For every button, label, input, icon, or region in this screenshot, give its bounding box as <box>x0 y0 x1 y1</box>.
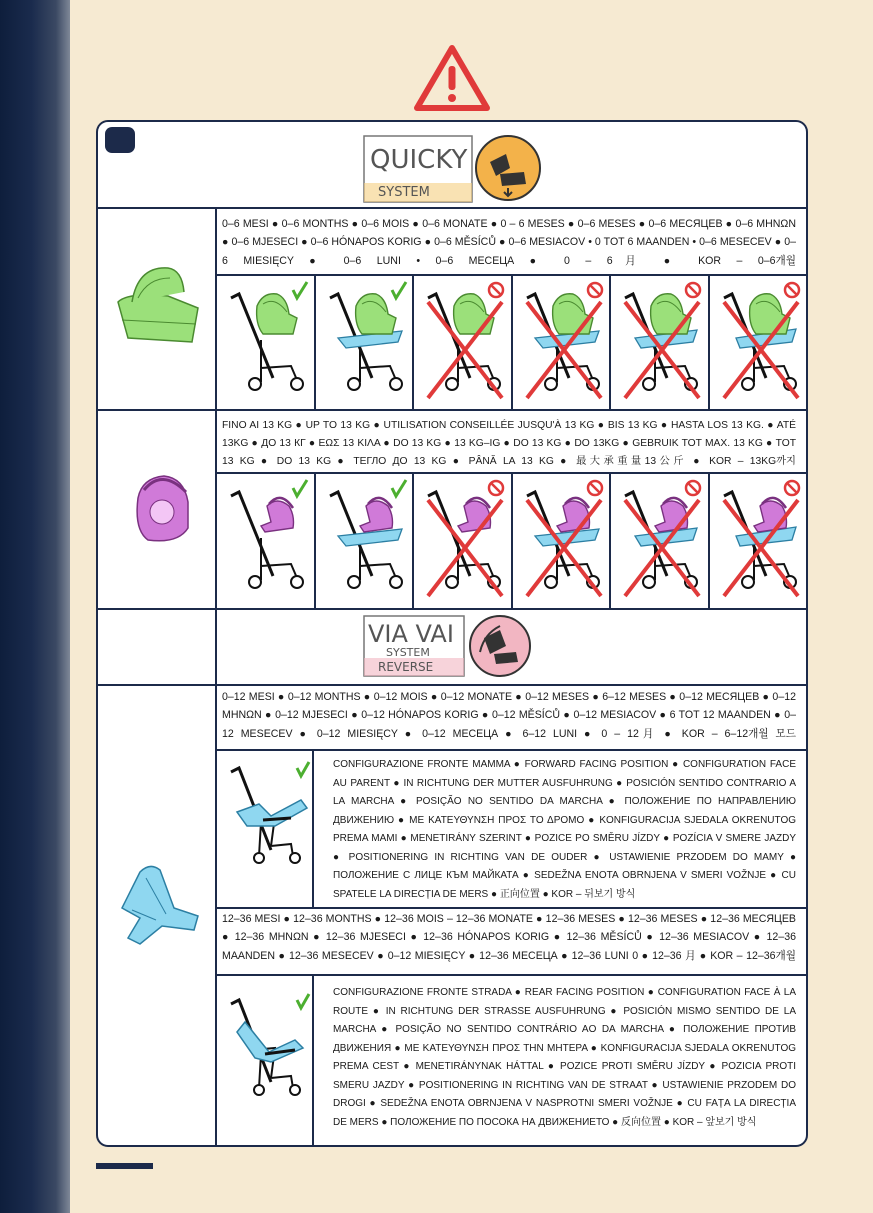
cell-divider <box>314 276 316 409</box>
not-allowed-config-icon <box>611 278 706 408</box>
not-allowed-config-icon <box>414 278 509 408</box>
not-allowed-config-icon <box>710 476 805 606</box>
stroller-config-cell <box>611 278 708 409</box>
rear-facing-description: CONFIGURAZIONE FRONTE STRADA ● REAR FACING POSITION ● CONFIGURATION FACE À LA ROUTE ● IN RICHTUNG DER STRASSE AUSFUHRUNG ● POSICIÓN MISMO SENTIDO DE LA MARCHA ● POSIÇÃO NO SENTIDO CONTRÁRIO AO DA MARCHA ● ПОЛОЖЕНИЕ ПРОТИВ ДВИЖЕНИЯ ● ΜΕ ΚΑΤΕΥΘΥΝΣΗ ΠΡΟΣ ΤΗΝ ΜΗΤΕΡΑ ● KONFIGURACIJA SJEDALA OKRENUTOG PREMA CEST ● MENETIRÁNYNAK HÁTTAL ● POZICE PROTI SMĚRU JÍZDY ● POZICIA PROTI SMERU JAZDY ● POSITIONERING IN RICHTING VAN DE STRAAT ● USTAWIENIE PRZODEM DO DROGI ● SEDEŽNA ENOTA OBRNJENA V NASPROTNI SMERI VOŽNJE ● CU FAȚA LA DIRECȚIA DE MERS ● ПОЛОЖЕНИЕ ПО ПОСОКА НА ДВИЖЕНИЕТО ● 反向位置 ● KOR – 앞보기 방식 <box>333 987 796 1128</box>
cell-divider <box>412 276 414 409</box>
via-vai-logo-line1: VIA VAI <box>368 620 454 648</box>
stroller-config-cell <box>710 476 807 608</box>
footer-bar <box>96 1163 153 1169</box>
not-allowed-config-icon <box>513 278 608 408</box>
forward-facing-description: CONFIGURAZIONE FRONTE MAMMA ● FORWARD FACING POSITION ● CONFIGURATION FACE AU PARENT ● IN RICHTUNG DER MUTTER AUSFUHRUNG ● POSICIÓN SENTIDO CONTRARIO A LA MARCHA ● POSIÇÃO NO SENTIDO DA MARCHA ● ПОЛОЖЕНИЕ ПО НАПРАВЛЕНИЮ ДВИЖЕНИЮ ● ΜΕ ΚΑΤΕΥΘΥΝΣΗ ΠΡΟΣ ΤΟ ΔΡΟΜΟ ● KONFIGURACIJA SJEDALA OKRENUTOG PREMA MAMI ● MENETIRÁNY SZERINT ● POZICE PO SMĚRU JÍZDY ● POZÍCIA V SMERE JAZDY ● POSITIONERING IN RICHTING VAN DE OUDER ● USTAWIENIE PRZODEM DO MAMY ● ПОЛОЖЕНИЕ С ЛИЦЕ КЪМ МАЙКАТА ● SEDEŽNA ENOTA OBRNJENA V SMERI VOŽNJE ● CU SPATELE LA DIRECȚIA DE MERS ● 正向位置 ● KOR – 뒤보기 방식 <box>333 759 796 900</box>
compatible-config-icon <box>316 476 411 606</box>
carrycot-illustration <box>108 262 208 352</box>
stroller-config-cell <box>217 278 314 409</box>
quicky-logo-line1: QUICKY <box>370 145 468 175</box>
stroller-config-cell <box>513 476 610 608</box>
carrycot-age-text: 0–6 MESI ● 0–6 MONTHS ● 0–6 MOIS ● 0–6 MONATE ● 0 – 6 MESES ● 0–6 MESES ● 0–6 МЕСЯЦЕВ ● 0–6 ΜΗΝΩΝ ● 0–6 MJESECI ● 0–6 HÓNAPOS KORIG ● 0–6 MĚSÍCŮ ● 0–6 MESIACOV • 0 TOT 6 MAANDEN • 0–6 MESECEV ● 0–6 MIESIĘCY ● 0–6 LUNI • 0–6 МЕСЕЦА ● 0 – 6月 ● KOR – 0–6개월 <box>222 218 796 267</box>
stroller-config-cell <box>710 278 807 409</box>
quicky-logo-line2: SYSTEM <box>378 185 430 200</box>
stroller-config-cell <box>611 476 708 608</box>
cell-divider <box>511 474 513 608</box>
via-vai-system-logo <box>360 612 550 682</box>
cell-divider <box>412 474 414 608</box>
not-allowed-config-icon <box>414 476 509 606</box>
compatible-config-icon <box>217 278 312 408</box>
compatible-config-icon <box>316 278 411 408</box>
seat-age-text-2: 12–36 MESI ● 12–36 MONTHS ● 12–36 MOIS – 12–36 MONATE ● 12–36 MESES ● 12–36 MESES ● 12–36 МЕСЯЦЕВ ● 12–36 ΜΗΝΩΝ ● 12–36 MJESECI ● 12–36 HÓNAPOS KORIG ● 12–36 MĚSÍCŮ ● 12–36 MESIACOV ● 12–36 MAANDEN ● 12–36 MESECEV ● 0–12 MIESIĘCY ● 12–36 МЕСЕЦА ● 12–36 LUNI 0 ● 12–36 月 ● KOR – 12–36개월 <box>222 913 796 962</box>
cell-divider <box>511 276 513 409</box>
binding-spine <box>0 0 70 1213</box>
cell-divider <box>609 474 611 608</box>
stroller-config-cell <box>513 278 610 409</box>
via-vai-logo-line3: REVERSE <box>378 660 434 674</box>
not-allowed-config-icon <box>513 476 608 606</box>
quicky-system-logo <box>360 128 550 208</box>
section-tab <box>105 127 135 153</box>
warning-triangle-icon <box>412 42 492 114</box>
compatibility-table <box>96 120 808 1147</box>
stroller-config-cell <box>414 476 511 608</box>
stroller-config-cell <box>316 476 413 608</box>
stroller-config-cell <box>414 278 511 409</box>
stroller-config-cell <box>316 278 413 409</box>
via-vai-logo-line2: SYSTEM <box>386 646 430 659</box>
seat-unit-illustration <box>110 858 205 948</box>
stroller-forward-parent-illustration <box>225 760 311 870</box>
cell-divider <box>708 474 710 608</box>
stroller-rear-facing-illustration <box>225 992 311 1102</box>
car-seat-illustration <box>128 468 198 548</box>
cell-divider <box>314 474 316 608</box>
not-allowed-config-icon <box>710 278 805 408</box>
compatible-config-icon <box>217 476 312 606</box>
seat-age-text-1: 0–12 MESI ● 0–12 MONTHS ● 0–12 MOIS ● 0–12 MONATE ● 0–12 MESES ● 6–12 MESES ● 0–12 МЕСЯЦЕВ ● 0–12 ΜΗΝΩΝ ● 0–12 MJESECI ● 0–12 HÓNAPOS KORIG ● 0–12 MĚSÍCŮ ● 0–12 MESIACOV ● 6 TOT 12 MAANDEN ● 0–12 MESECEV ● 0–12 MIESIĘCY ● 0–12 МЕСЕЦА ● 6–12 LUNI ● 0 – 12月 ● KOR – 6–12개월 모드 <box>222 691 796 740</box>
not-allowed-config-icon <box>611 476 706 606</box>
car-seat-weight-text: FINO AI 13 KG ● UP TO 13 KG ● UTILISATION CONSEILLÉE JUSQU'À 13 KG ● BIS 13 KG ● HASTA LOS 13 KG. ● ATÉ 13KG ● ДО 13 КГ ● ΕΩΣ 13 ΚΙΛΑ ● DO 13 KG ● 13 KG–IG ● DO 13 KG ● DO 13KG ● GEBRUIK TOT MAX. 13 KG ● TOT 13 KG ● DO 13 KG ● ТЕГЛО ДО 13 KG ● PÂNĂ LA 13 KG ● 最大承重量13公斤 ● KOR – 13KG까지 <box>222 420 796 468</box>
cell-divider <box>609 276 611 409</box>
stroller-config-cell <box>217 476 314 608</box>
cell-divider <box>708 276 710 409</box>
